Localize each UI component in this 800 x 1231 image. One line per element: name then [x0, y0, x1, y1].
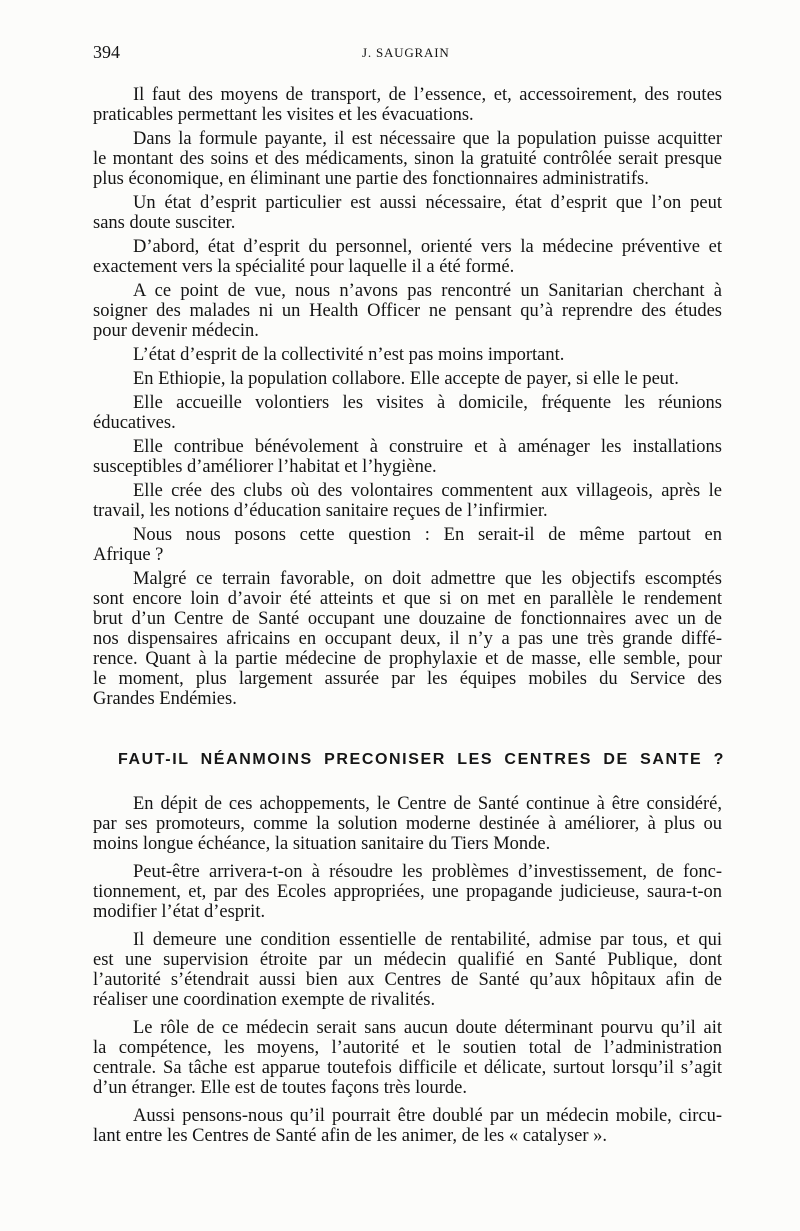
page-number: 394: [93, 42, 120, 62]
text-line: En Ethiopie, la population collabore. Elle accepte de payer, si elle le peut.: [133, 369, 679, 389]
text-line: Le rôle de ce médecin serait sans aucun doute déterminant pourvu qu’il ait: [133, 1018, 722, 1038]
text-line: l’autorité s’étendrait aussi bien aux Centres de Santé qu’aux hôpitaux afin de: [93, 970, 722, 990]
text-line: plus économique, en éliminant une partie des fonctionnaires administratifs.: [93, 169, 649, 189]
paragraph: [93, 369, 722, 389]
paragraph: [93, 129, 722, 189]
text-line: Il demeure une condition essentielle de rentabilité, admise par tous, et qui: [133, 930, 722, 950]
paragraph: [93, 1018, 722, 1098]
text-line: En dépit de ces achoppements, le Centre de Santé continue à être considéré,: [133, 794, 722, 814]
text-line: centrale. Sa tâche est apparue toutefois difficile et délicate, surtout lorsqu’il s’agit: [93, 1058, 722, 1078]
text-line: Aussi pensons-nous qu’il pourrait être doublé par un médecin mobile, circu-: [133, 1106, 722, 1126]
text-line: Malgré ce terrain favorable, on doit admettre que les objectifs escomptés: [133, 569, 722, 589]
text-line: soigner des malades ni un Health Officer ne pensant qu’à reprendre des études: [93, 301, 722, 321]
text-line: sont encore loin d’avoir été atteints et que si on met en parallèle le rendement: [93, 589, 722, 609]
paragraph: [93, 569, 722, 709]
text-line: Grandes Endémies.: [93, 689, 237, 709]
text-line: lant entre les Centres de Santé afin de les animer, de les « catalyser ».: [93, 1126, 607, 1146]
paragraph: [93, 930, 722, 1010]
text-line: modifier l’état d’esprit.: [93, 902, 266, 922]
text-line: Afrique ?: [93, 545, 164, 565]
text-line: par ses promoteurs, comme la solution moderne destinée à améliorer, à plus ou: [93, 814, 722, 834]
text-line: rence. Quant à la partie médecine de prophylaxie et de masse, elle semble, pour: [93, 649, 722, 669]
paragraph: [93, 862, 722, 922]
text-line: Un état d’esprit particulier est aussi nécessaire, état d’esprit que l’on peut: [133, 193, 722, 213]
text-line: la compétence, les moyens, l’autorité et le soutien total de l’administration: [93, 1038, 722, 1058]
text-line: Elle contribue bénévolement à construire et à aménager les installations: [133, 437, 722, 457]
text-line: pour devenir médecin.: [93, 321, 259, 341]
running-head: J. SAUGRAIN: [362, 45, 450, 60]
paragraph: [93, 393, 722, 433]
text-line: réaliser une coordination exempte de rivalités.: [93, 990, 436, 1010]
text-line: exactement vers la spécialité pour laquelle il a été formé.: [93, 257, 515, 277]
text-line: le moment, plus largement assurée par les équipes mobiles du Service des: [93, 669, 722, 689]
text-line: d’un étranger. Elle est de toutes façons très lourde.: [93, 1078, 467, 1098]
text-line: Peut-être arrivera-t-on à résoudre les problèmes d’investissement, de fonc-: [133, 862, 722, 882]
text-line: Il faut des moyens de transport, de l’essence, et, accessoirement, des routes: [133, 85, 722, 105]
body-section-1: [93, 85, 722, 709]
text-line: susceptibles d’améliorer l’habitat et l’hygiène.: [93, 457, 437, 477]
text-line: travail, les notions d’éducation sanitaire reçues de l’infirmier.: [93, 501, 548, 521]
paragraph: [93, 437, 722, 477]
text-line: moins longue échéance, la situation sanitaire du Tiers Monde.: [93, 834, 551, 854]
text-line: tionnement, et, par des Ecoles appropriées, une propagande judicieuse, saura-t-on: [93, 882, 722, 902]
body-section-2: [93, 794, 722, 1146]
text-line: sans doute susciter.: [93, 213, 236, 233]
paragraph: [93, 1106, 722, 1146]
text-line: A ce point de vue, nous n’avons pas rencontré un Sanitarian cherchant à: [133, 281, 722, 301]
paragraph: [93, 281, 722, 341]
text-line: D’abord, état d’esprit du personnel, orienté vers la médecine préventive et: [133, 237, 722, 257]
text-line: Elle accueille volontiers les visites à domicile, fréquente les réunions: [133, 393, 722, 413]
text-line: éducatives.: [93, 413, 176, 433]
text-line: le montant des soins et des médicaments, sinon la gratuité contrôlée serait presque: [93, 149, 722, 169]
text-line: Elle crée des clubs où des volontaires commentent aux villageois, après le: [133, 481, 722, 501]
paragraph: [93, 481, 722, 521]
text-line: Nous nous posons cette question : En serait-il de même partout en: [133, 525, 722, 545]
text-line: L’état d’esprit de la collectivité n’est pas moins important.: [133, 345, 565, 365]
paragraph: [93, 794, 722, 854]
paragraph: [93, 237, 722, 277]
text-line: Dans la formule payante, il est nécessaire que la population puisse acquitter: [133, 129, 722, 149]
paragraph: [93, 525, 722, 565]
text-line: est une supervision étroite par un médecin qualifié en Santé Publique, dont: [93, 950, 722, 970]
paragraph: [93, 345, 722, 365]
text-line: brut d’un Centre de Santé occupant une douzaine de fonctionnaires avec un de: [93, 609, 722, 629]
paragraph: [93, 85, 722, 125]
text-line: praticables permettant les visites et les évacuations.: [93, 105, 474, 125]
paragraph: [93, 193, 722, 233]
text-line: nos dispensaires africains en occupant deux, il n’y a pas une très grande diffé-: [93, 629, 722, 649]
section-heading: FAUT-IL NÉANMOINS PRECONISER LES CENTRES DE SANTE ?: [118, 751, 725, 768]
